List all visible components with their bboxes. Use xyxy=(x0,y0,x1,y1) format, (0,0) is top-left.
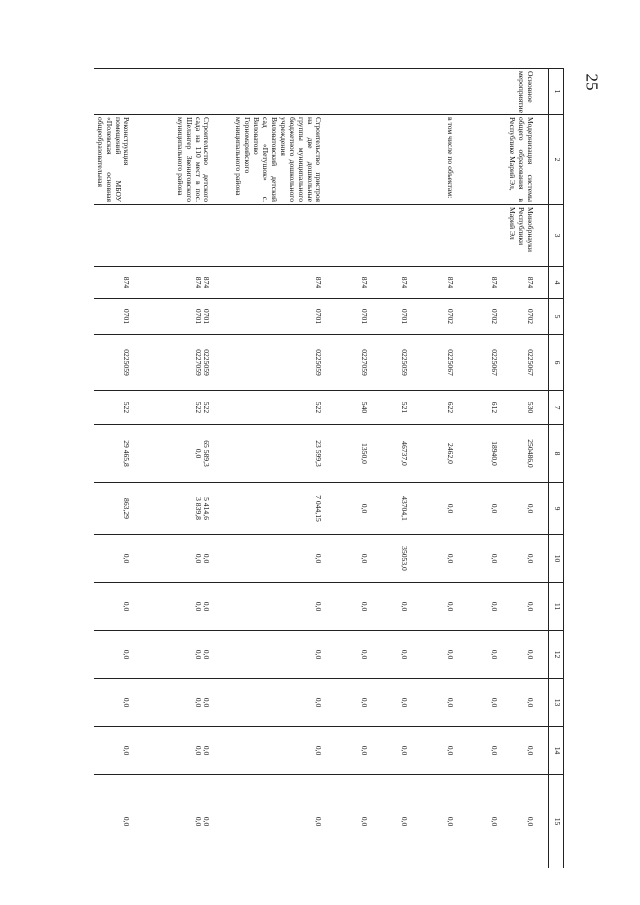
cell-value: 0,0 xyxy=(411,727,457,775)
cell-executor xyxy=(457,205,501,267)
cell-value: 0,0 xyxy=(501,727,549,775)
cell-value xyxy=(133,775,213,869)
cell-csr: 0225059 xyxy=(213,335,325,391)
cell-value: 0,0 xyxy=(457,631,501,679)
cell-grbs: 874 xyxy=(411,267,457,299)
cell-value: 0,0 xyxy=(325,679,371,727)
table-row xyxy=(457,69,501,869)
value-line: 0,0 xyxy=(202,745,212,756)
rotated-table-container xyxy=(94,68,564,868)
cell-value: 23 599,3 xyxy=(213,425,325,483)
col-number-13: 13 xyxy=(549,679,564,727)
cell-vr: 522 xyxy=(94,391,133,425)
cell-value: 43704,1 xyxy=(371,483,411,535)
cell-executor xyxy=(411,205,457,267)
table-row xyxy=(325,69,371,869)
table-row xyxy=(371,69,411,869)
cell-value: 0,0 xyxy=(411,679,457,727)
cell-value: 0,0 xyxy=(94,583,133,631)
col-number-10: 10 xyxy=(549,535,564,583)
cell-value: 0,0 xyxy=(457,483,501,535)
value-line: 0,0 xyxy=(193,601,203,612)
col-number-11: 11 xyxy=(549,583,564,631)
cell-value: 0,0 xyxy=(325,483,371,535)
value-line: 0,0 xyxy=(202,649,212,660)
table-row xyxy=(411,69,457,869)
cell-value: 1350,0 xyxy=(325,425,371,483)
cell-value: 0,0 xyxy=(457,535,501,583)
cell-name: Реконструкция помещений МБОУ «Полевская основная общеобразовательная xyxy=(94,115,133,205)
cell-value: 0,0 xyxy=(457,775,501,869)
cell-grbs: 874 xyxy=(371,267,411,299)
cell-grbs xyxy=(133,267,213,299)
table-row xyxy=(213,69,325,869)
cell-rzpr: 0702 xyxy=(411,299,457,335)
col-number-3: 3 xyxy=(549,205,564,267)
cell-vr: 521 xyxy=(371,391,411,425)
cell-value: 0,0 xyxy=(501,679,549,727)
col-number-4: 4 xyxy=(549,267,564,299)
cell-csr: 0225067 xyxy=(457,335,501,391)
cell-value xyxy=(133,631,213,679)
table-row xyxy=(133,69,213,869)
value-line: 0225059 xyxy=(202,349,212,376)
cell-event-type xyxy=(325,69,371,115)
cell-value: 0,0 xyxy=(94,631,133,679)
col-number-7: 7 xyxy=(549,391,564,425)
cell-value xyxy=(133,727,213,775)
cell-value: 0,0 xyxy=(94,727,133,775)
value-line: 0701 xyxy=(193,308,203,325)
cell-csr: 0225067 xyxy=(411,335,457,391)
value-line: 0,0 xyxy=(193,745,203,756)
cell-grbs: 874 xyxy=(501,267,549,299)
cell-value xyxy=(133,483,213,535)
cell-value: 0,0 xyxy=(411,535,457,583)
cell-event-type xyxy=(457,69,501,115)
budget-table xyxy=(94,68,564,868)
cell-value: 0,0 xyxy=(457,679,501,727)
cell-name: Строительство детского сада на 110 мест в пос. Шелангер Звениговского муниципального района xyxy=(133,115,213,205)
cell-value: 0,0 xyxy=(457,727,501,775)
cell-grbs: 874 xyxy=(325,267,371,299)
cell-value: 0,0 xyxy=(213,583,325,631)
cell-value: 0,0 xyxy=(325,535,371,583)
cell-rzpr: 0701 xyxy=(371,299,411,335)
cell-name xyxy=(371,115,411,205)
cell-value: 0,0 xyxy=(94,775,133,869)
cell-value: 0,0 xyxy=(325,631,371,679)
value-line: 0701 xyxy=(202,308,212,325)
cell-executor xyxy=(94,205,133,267)
cell-value xyxy=(133,679,213,727)
col-number-1: 1 xyxy=(549,69,564,115)
cell-event-type xyxy=(371,69,411,115)
cell-value: 0,0 xyxy=(325,775,371,869)
cell-value: 29 465,8 xyxy=(94,425,133,483)
cell-value: 0,0 xyxy=(371,775,411,869)
cell-value: 0,0 xyxy=(501,535,549,583)
cell-value: 0,0 xyxy=(94,679,133,727)
cell-value: 0,0 xyxy=(213,535,325,583)
cell-csr: 0227059 xyxy=(325,335,371,391)
page-number: 25 xyxy=(582,73,602,91)
column-number-row xyxy=(549,69,564,869)
cell-grbs: 874 xyxy=(94,267,133,299)
cell-rzpr xyxy=(133,299,213,335)
cell-event-type xyxy=(133,69,213,115)
cell-csr xyxy=(133,335,213,391)
value-line: 0,0 xyxy=(202,697,212,708)
cell-value: 0,0 xyxy=(501,483,549,535)
cell-value xyxy=(133,535,213,583)
cell-name xyxy=(457,115,501,205)
col-number-5: 5 xyxy=(549,299,564,335)
value-line: 65 589,3 xyxy=(202,440,212,467)
value-line: 0,0 xyxy=(202,601,212,612)
cell-value: 0,0 xyxy=(325,727,371,775)
cell-value: 46737,0 xyxy=(371,425,411,483)
col-number-15: 15 xyxy=(549,775,564,869)
cell-name xyxy=(325,115,371,205)
cell-value: 2462,0 xyxy=(411,425,457,483)
cell-name: Строительство пристроя на две дошкольные группы муниципального бюджетного дошкольного учреждения Виловатовский детский сад «Петушок» с. Виловатово Горномарийского муниципального района xyxy=(213,115,325,205)
value-line: 0,0 xyxy=(193,816,203,827)
value-line: 0,0 xyxy=(193,697,203,708)
cell-value: 250486,0 xyxy=(501,425,549,483)
cell-rzpr: 0701 xyxy=(325,299,371,335)
cell-grbs: 874 xyxy=(213,267,325,299)
table-wrapper xyxy=(94,68,564,868)
col-number-8: 8 xyxy=(549,425,564,483)
table-row xyxy=(94,69,133,869)
value-line: 5 414,6 xyxy=(202,497,212,520)
cell-grbs: 874 xyxy=(457,267,501,299)
cell-vr xyxy=(133,391,213,425)
cell-rzpr: 0701 xyxy=(213,299,325,335)
cell-value xyxy=(133,583,213,631)
cell-vr: 522 xyxy=(213,391,325,425)
cell-executor xyxy=(371,205,411,267)
cell-vr: 530 xyxy=(501,391,549,425)
cell-event-type xyxy=(213,69,325,115)
cell-executor: Минобрнауки Республики Марий Эл xyxy=(501,205,549,267)
value-line: 522 xyxy=(193,401,203,414)
cell-executor xyxy=(213,205,325,267)
cell-value: 0,0 xyxy=(213,727,325,775)
cell-value: 0,0 xyxy=(371,583,411,631)
value-line: 522 xyxy=(202,401,212,414)
cell-rzpr: 0702 xyxy=(501,299,549,335)
cell-value xyxy=(133,425,213,483)
cell-event-type: Основное мероприятие xyxy=(501,69,549,115)
value-line: 0,0 xyxy=(193,553,203,564)
cell-csr: 0225059 xyxy=(371,335,411,391)
cell-value: 0,0 xyxy=(411,483,457,535)
cell-value: 0,0 xyxy=(411,583,457,631)
cell-value: 0,0 xyxy=(325,583,371,631)
cell-csr: 0225059 xyxy=(94,335,133,391)
value-line: 0,0 xyxy=(193,649,203,660)
cell-rzpr: 0701 xyxy=(94,299,133,335)
value-line: 3 839,8 xyxy=(193,497,203,520)
value-line: 0,0 xyxy=(202,816,212,827)
cell-name: Модернизация системы общего образования в Республике Марий Эл, xyxy=(501,115,549,205)
cell-value: 35053,0 xyxy=(371,535,411,583)
table-row xyxy=(501,69,549,869)
cell-vr: 612 xyxy=(457,391,501,425)
value-line: 874 xyxy=(193,276,203,289)
col-number-9: 9 xyxy=(549,483,564,535)
cell-event-type xyxy=(94,69,133,115)
cell-value: 0,0 xyxy=(94,535,133,583)
cell-value: 0,0 xyxy=(411,775,457,869)
cell-name: в том числе по объектам: xyxy=(411,115,457,205)
cell-value: 0,0 xyxy=(213,775,325,869)
cell-value: 863,29 xyxy=(94,483,133,535)
value-line: 0,0 xyxy=(202,553,212,564)
cell-value: 0,0 xyxy=(501,775,549,869)
col-number-12: 12 xyxy=(549,631,564,679)
cell-event-type xyxy=(411,69,457,115)
cell-value: 0,0 xyxy=(501,583,549,631)
cell-value: 7 044,15 xyxy=(213,483,325,535)
cell-value: 0,0 xyxy=(371,631,411,679)
cell-executor xyxy=(133,205,213,267)
cell-value: 0,0 xyxy=(371,727,411,775)
cell-vr: 622 xyxy=(411,391,457,425)
value-line: 874 xyxy=(202,276,212,289)
cell-value: 0,0 xyxy=(457,583,501,631)
cell-value: 0,0 xyxy=(213,631,325,679)
cell-rzpr: 0702 xyxy=(457,299,501,335)
cell-value: 0,0 xyxy=(213,679,325,727)
cell-value: 0,0 xyxy=(411,631,457,679)
col-number-14: 14 xyxy=(549,727,564,775)
cell-value: 18940,0 xyxy=(457,425,501,483)
value-line: 0,0 xyxy=(193,448,203,459)
cell-value: 0,0 xyxy=(371,679,411,727)
cell-vr: 540 xyxy=(325,391,371,425)
value-line: 0227059 xyxy=(193,349,203,376)
cell-value: 0,0 xyxy=(501,631,549,679)
col-number-2: 2 xyxy=(549,115,564,205)
cell-executor xyxy=(325,205,371,267)
cell-csr: 0225067 xyxy=(501,335,549,391)
col-number-6: 6 xyxy=(549,335,564,391)
